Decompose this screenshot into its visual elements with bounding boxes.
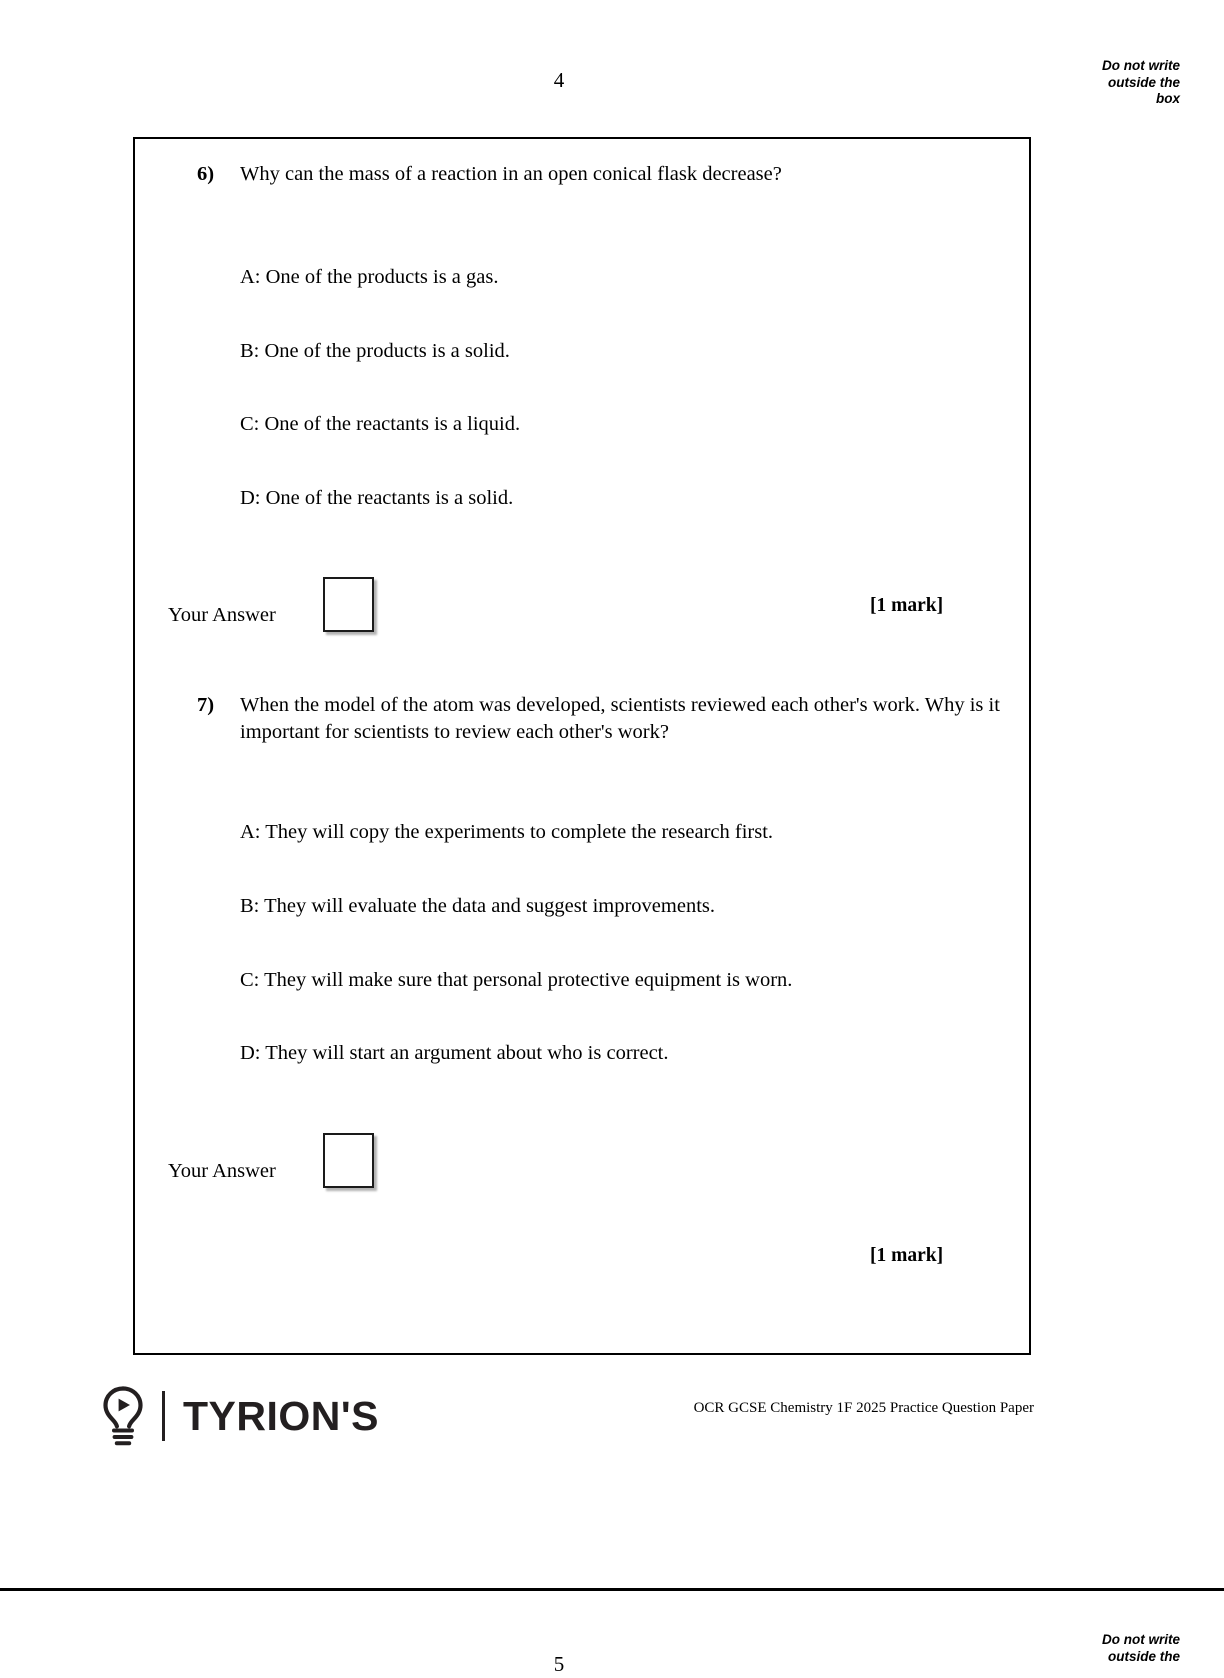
brand-name: TYRION'S	[183, 1393, 379, 1439]
question-6-answer-box[interactable]	[323, 577, 374, 632]
logo-divider	[162, 1391, 165, 1441]
question-7-number: 7)	[197, 694, 215, 716]
page-footer	[0, 1372, 1224, 1467]
question-7-answer-box[interactable]	[323, 1133, 374, 1188]
question-6-text: Why can the mass of a reaction in an open conical flask decrease?	[240, 163, 782, 185]
question-6-marks: [1 mark]	[870, 595, 944, 616]
question-7-answer-label: Your Answer	[168, 1160, 276, 1182]
question-6-option-a[interactable]: A: One of the products is a gas.	[240, 266, 499, 288]
page-number: 4	[553, 68, 565, 92]
footer-attribution: OCR GCSE Chemistry 1F 2025 Practice Question Paper	[693, 1400, 1034, 1416]
question-6-answer-label: Your Answer	[168, 604, 276, 626]
question-6-option-d[interactable]: D: One of the reactants is a solid.	[240, 487, 514, 509]
question-7-text: When the model of the atom was developed, scientists reviewed each other's work. Why is it important for scientists to review each other's work?	[240, 694, 1000, 743]
question-6	[135, 161, 1029, 188]
question-7-marks: [1 mark]	[870, 1245, 944, 1266]
notice-line-3: box	[1155, 91, 1180, 106]
lightbulb-play-icon	[100, 1385, 146, 1447]
question-6-option-b[interactable]: B: One of the products is a solid.	[240, 340, 510, 362]
question-7-answer-row	[135, 1133, 1033, 1266]
next-notice-line-1: Do not write	[1102, 1632, 1180, 1647]
question-7-option-c[interactable]: C: They will make sure that personal protective equipment is worn.	[240, 969, 793, 991]
question-7-heading	[135, 692, 1029, 746]
do-not-write-notice	[1060, 58, 1180, 108]
question-6-answer-row	[135, 577, 1033, 637]
question-6-option-c[interactable]: C: One of the reactants is a liquid.	[240, 413, 521, 435]
question-7-option-a[interactable]: A: They will copy the experiments to complete the research first.	[240, 821, 774, 843]
notice-line-2: outside the	[1107, 74, 1180, 90]
question-7-option-b[interactable]: B: They will evaluate the data and suggest improvements.	[240, 895, 715, 917]
next-notice-line-2: outside the	[1107, 1648, 1180, 1664]
brand-logo	[100, 1380, 379, 1452]
page-header	[0, 0, 1224, 130]
answer-frame	[133, 137, 1031, 1355]
next-do-not-write-notice	[1060, 1632, 1180, 1665]
page-break-rule	[0, 1588, 1224, 1591]
notice-line-1: Do not write	[1102, 58, 1180, 73]
question-6-number: 6)	[197, 163, 215, 185]
question-7-option-d[interactable]: D: They will start an argument about who is correct.	[240, 1042, 669, 1064]
question-6-heading	[135, 161, 1029, 188]
question-7	[135, 692, 1029, 746]
next-page-number: 5	[553, 1652, 565, 1676]
